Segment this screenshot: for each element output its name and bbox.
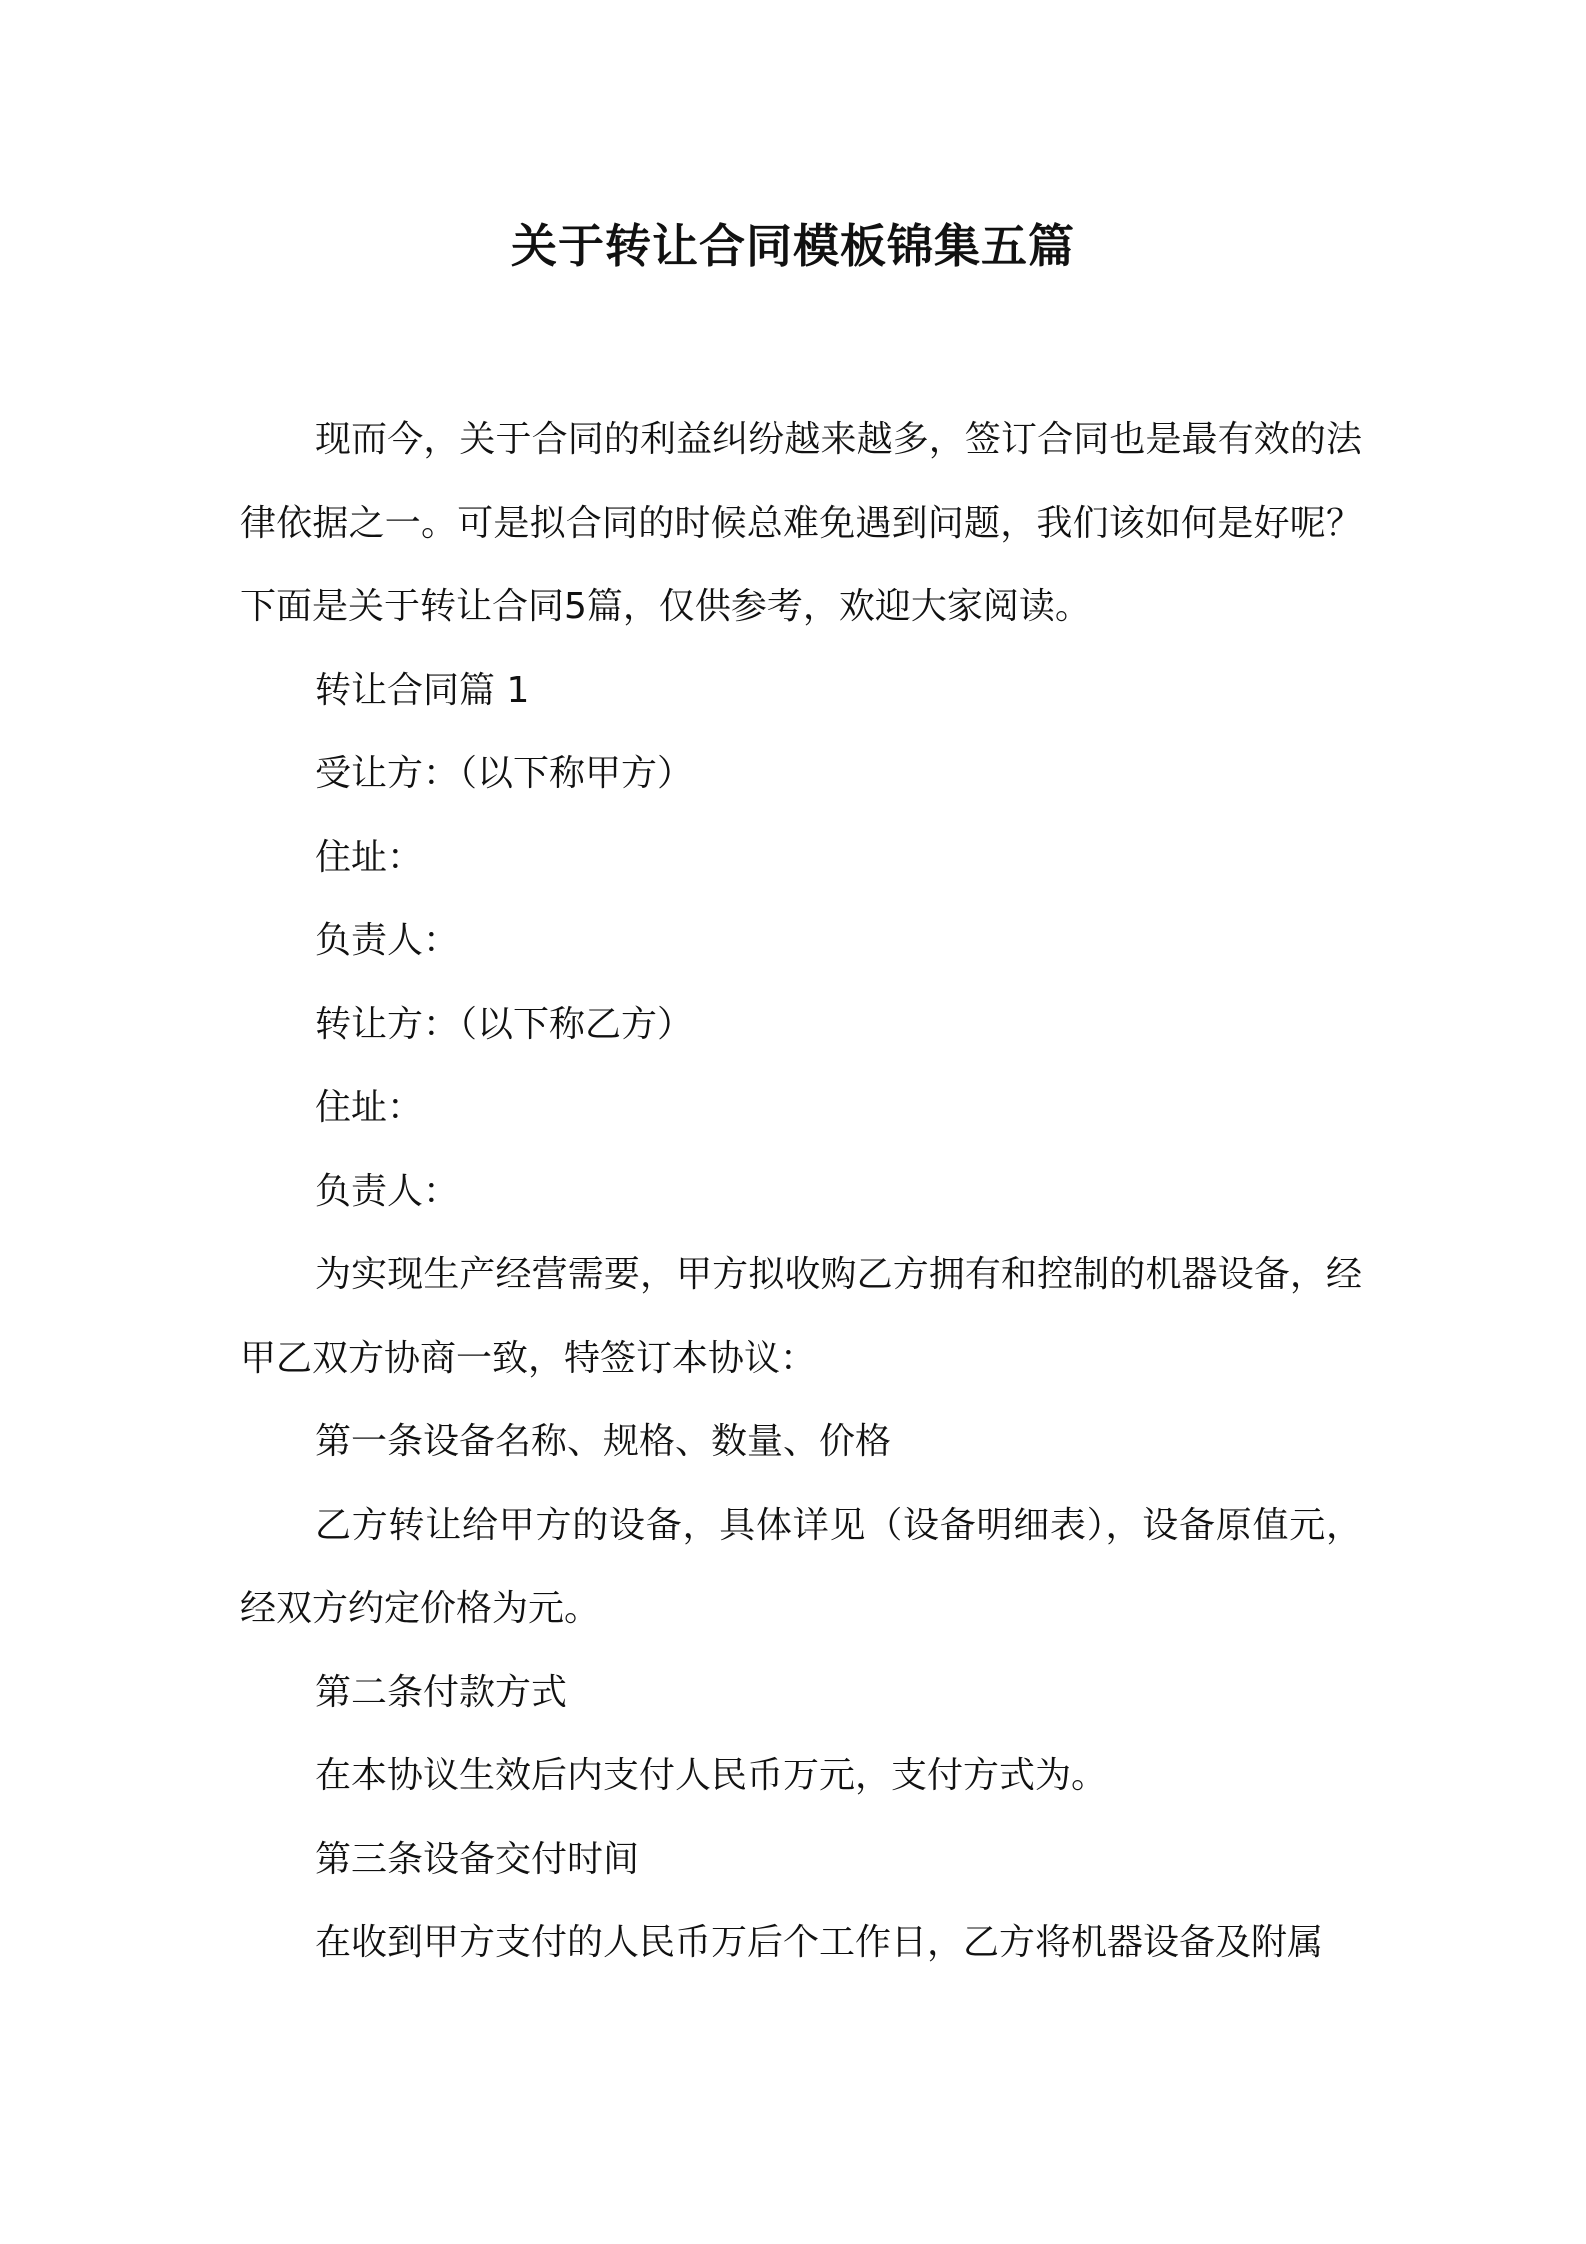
section-heading: 转让合同篇 1 xyxy=(315,669,530,711)
document-title: 关于转让合同模板锦集五篇 xyxy=(511,219,1075,273)
article-heading: 第二条付款方式 xyxy=(315,1671,568,1713)
article-body: 在本协议生效后内支付人民币万元，支付方式为。 xyxy=(315,1755,1108,1796)
field-transferor: 转让方：（以下称乙方） xyxy=(315,1003,694,1045)
document-body xyxy=(240,398,1362,1985)
field-address: 住址： xyxy=(315,1087,424,1128)
article-heading: 第三条设备交付时间 xyxy=(315,1838,640,1880)
field-responsible-person: 负责人： xyxy=(315,920,460,961)
field-address: 住址： xyxy=(315,836,424,878)
article-body: 乙方转让给甲方的设备，具体详见（设备明细表），设备原值元，经双方约定价格为元。 xyxy=(240,1504,1362,1629)
article-body: 在收到甲方支付的人民币万后个工作日，乙方将机器设备及附属 xyxy=(315,1922,1324,1963)
field-responsible-person: 负责人： xyxy=(315,1170,460,1212)
agreement-preamble: 为实现生产经营需要，甲方拟收购乙方拥有和控制的机器设备，经甲乙双方协商一致，特签订本协议： xyxy=(240,1254,1362,1379)
field-transferee: 受让方：（以下称甲方） xyxy=(315,753,694,794)
intro-paragraph: 现而今，关于合同的利益纠纷越来越多，签订合同也是最有效的法律依据之一。可是拟合同的时候总难免遇到问题，我们该如何是好呢？下面是关于转让合同5篇，仅供参考，欢迎大家阅读。 xyxy=(240,419,1362,627)
article-heading: 第一条设备名称、规格、数量、价格 xyxy=(315,1421,892,1462)
